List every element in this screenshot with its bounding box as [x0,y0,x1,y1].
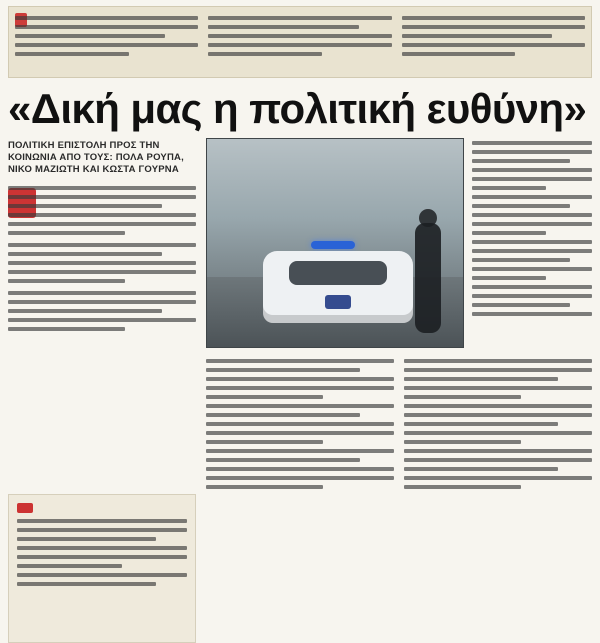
person [415,223,441,333]
text-line [472,159,570,163]
text-line [8,231,125,235]
text-line [404,413,592,417]
text-line [472,294,592,298]
text-line [404,368,592,372]
paragraph [8,291,196,331]
text-line [206,395,323,399]
text-line [8,222,196,226]
text-line [404,386,592,390]
article-content [8,138,592,643]
text-line [8,252,162,256]
text-line [8,195,196,199]
text-line [208,34,391,38]
text-line [472,240,592,244]
intro-box [8,6,592,78]
text-line [208,52,322,56]
text-line [17,564,122,568]
text-line [8,318,196,322]
text-line [206,422,394,426]
text-line [402,25,585,29]
text-line [472,186,546,190]
text-line [8,309,162,313]
text-line [472,195,592,199]
text-line [206,467,394,471]
text-line [15,52,129,56]
text-line [17,537,156,541]
headline: «Δική μας η πολιτική ευθύνη» [8,85,587,132]
text-line [8,270,196,274]
text-line [17,519,187,523]
text-line [472,177,592,181]
text-line [472,213,592,217]
text-line [206,359,394,363]
text-line [404,485,521,489]
text-line [404,422,558,426]
text-line [402,34,552,38]
text-line [404,431,592,435]
text-line [206,404,394,408]
text-line [472,258,570,262]
text-line [8,243,196,247]
lower-column-1 [206,356,394,643]
text-line [206,449,394,453]
paragraph [8,243,196,283]
text-line [472,249,592,253]
text-line [472,168,592,172]
paragraph [8,186,196,235]
text-line [8,300,196,304]
text-line [404,404,592,408]
text-line [206,476,394,480]
text-line [206,431,394,435]
text-line [404,458,592,462]
text-line [404,449,592,453]
text-line [472,204,570,208]
right-area [206,138,592,643]
text-line [17,555,187,559]
text-line [472,267,592,271]
text-line [206,386,394,390]
text-line [15,16,198,20]
text-line [404,476,592,480]
text-line [206,485,323,489]
police-light [311,241,355,249]
text-line [402,43,585,47]
text-line [472,222,592,226]
text-line [404,377,558,381]
text-line [402,16,585,20]
text-line [17,582,156,586]
text-line [208,16,391,20]
intro-column-1 [15,13,198,71]
text-line [472,231,546,235]
text-line [206,413,360,417]
text-line [8,261,196,265]
lower-column-2 [404,356,592,643]
text-line [8,279,125,283]
text-line [206,458,360,462]
quote-mark [17,503,33,513]
text-line [17,573,187,577]
text-line [206,440,323,444]
text-line [8,327,125,331]
text-line [472,150,592,154]
left-column [8,138,196,643]
text-line [472,141,592,145]
text-line [472,303,570,307]
text-line [15,25,198,29]
text-line [15,43,198,47]
text-line [404,440,521,444]
text-line [472,285,592,289]
text-line [208,25,358,29]
text-line [472,276,546,280]
text-line [402,52,516,56]
text-line [208,43,391,47]
text-line [17,546,187,550]
lower-columns [206,356,592,643]
text-line [8,186,196,190]
text-line [8,204,162,208]
text-line [15,34,165,38]
news-photo [206,138,464,348]
police-car [263,251,413,323]
text-line [8,213,196,217]
text-line [206,368,360,372]
text-line [8,291,196,295]
text-line [17,528,187,532]
text-line [206,377,394,381]
intro-column-3 [402,13,585,71]
text-line [404,359,592,363]
text-line [472,312,592,316]
text-line [404,395,521,399]
intro-column-2 [208,13,391,71]
byline: ΠΟΛΙΤΙΚΗ ΕΠΙΣΤΟΛΗ ΠΡΟΣ ΤΗΝ ΚΟΙΝΩΝΙΑ ΑΠΟ ΤΟΥΣ: ΠΟΛΑ ΡΟΥΠΑ, ΝΙΚΟ ΜΑΖΙΩΤΗ ΚΑΙ ΚΩΣΤΑ ΓΟΥΡΝΑ [8,140,184,175]
text-line [404,467,558,471]
quote-box [8,494,196,643]
